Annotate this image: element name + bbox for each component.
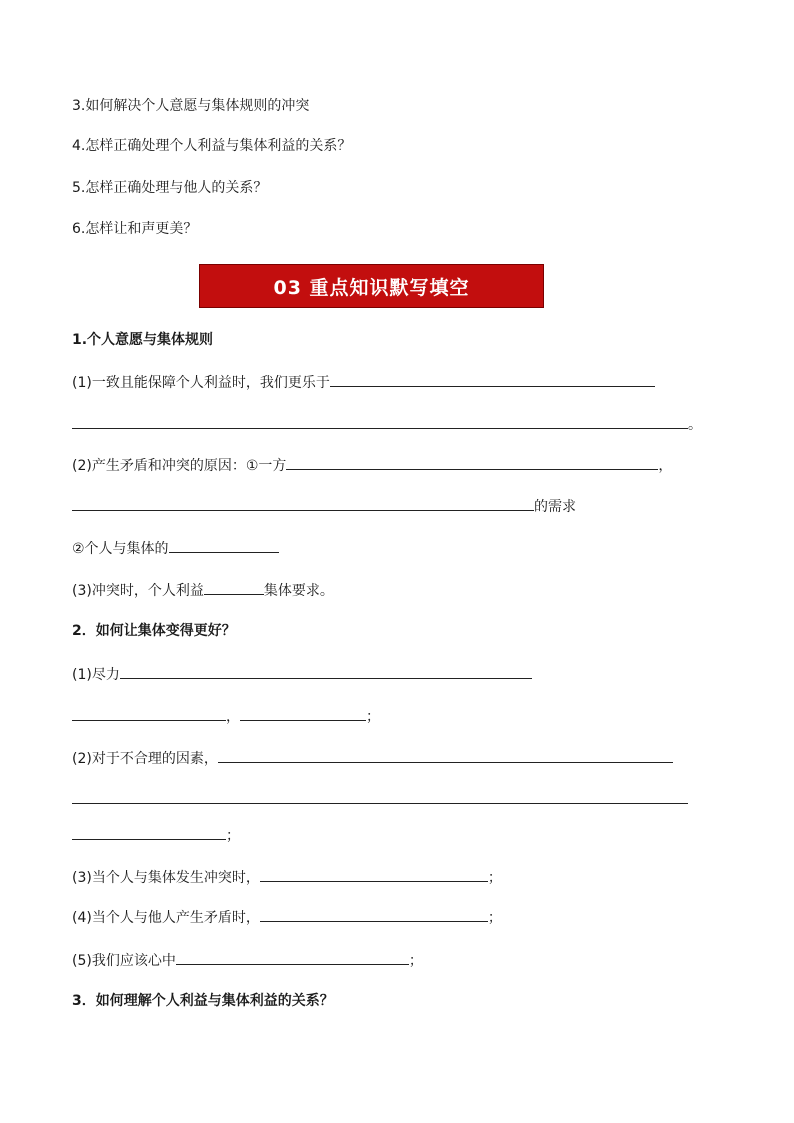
s1-line2	[72, 414, 702, 435]
s1-line5-text: ②个人与集体的	[72, 541, 169, 557]
s2-line5	[72, 825, 240, 846]
s2-line7	[72, 907, 502, 928]
blank[interactable]	[72, 414, 688, 429]
blank[interactable]	[260, 867, 488, 882]
blank[interactable]	[72, 825, 226, 840]
s2-line6	[72, 867, 502, 888]
blank[interactable]	[240, 706, 366, 721]
s2-line8	[72, 950, 423, 971]
blank[interactable]	[218, 748, 673, 763]
section1-heading: 1.个人意愿与集体规则	[72, 332, 214, 348]
s2-line1-text: (1)尽力	[72, 667, 120, 683]
section-banner	[199, 264, 544, 308]
s1-line4-end: 的需求	[534, 499, 576, 515]
s1-line3-end: ，	[658, 458, 673, 474]
s2-line4	[72, 789, 688, 810]
s2-line3-text: (2)对于不合理的因素，	[72, 751, 218, 767]
blank[interactable]	[72, 496, 534, 511]
blank[interactable]	[169, 538, 279, 553]
section2-heading: 2．如何让集体变得更好？	[72, 623, 236, 639]
blank[interactable]	[120, 664, 532, 679]
s1-line4	[72, 496, 576, 517]
s2-line7-text: (4)当个人与他人产生矛盾时，	[72, 910, 260, 926]
blank[interactable]	[176, 950, 409, 965]
s2-line5-semi: ；	[226, 828, 240, 844]
s2-line6-text: (3)当个人与集体发生冲突时，	[72, 870, 260, 886]
s1-line6-b: 集体要求。	[263, 583, 334, 599]
blank[interactable]	[72, 706, 226, 721]
s2-line3	[72, 748, 673, 769]
question-5: 5.怎样正确处理与他人的关系？	[72, 180, 268, 196]
s2-line6-semi: ；	[487, 870, 502, 886]
blank[interactable]	[204, 580, 264, 595]
s2-line2	[72, 706, 380, 727]
s1-line1	[72, 372, 655, 393]
s2-line8-semi: ；	[408, 953, 423, 969]
question-4: 4.怎样正确处理个人利益与集体利益的关系？	[72, 138, 352, 154]
banner-title: 03 重点知识默写填空	[273, 276, 470, 299]
section3-heading: 3．如何理解个人利益与集体利益的关系？	[72, 993, 334, 1009]
blank[interactable]	[260, 907, 488, 922]
s1-line3-text: (2)产生矛盾和冲突的原因：①一方	[72, 458, 287, 474]
s1-line6	[72, 580, 334, 601]
question-6: 6.怎样让和声更美？	[72, 221, 198, 237]
s1-line3	[72, 455, 672, 476]
s2-line1	[72, 664, 532, 685]
s2-line2-comma: ，	[226, 709, 240, 725]
s2-line7-semi: ；	[487, 910, 502, 926]
question-3: 3.如何解决个人意愿与集体规则的冲突	[72, 98, 310, 114]
s1-line1-text: (1)一致且能保障个人利益时，我们更乐于	[72, 375, 330, 391]
blank[interactable]	[72, 789, 688, 804]
s2-line8-text: (5)我们应该心中	[72, 953, 176, 969]
s1-line5	[72, 538, 279, 559]
s1-line2-end: 。	[688, 417, 702, 433]
blank[interactable]	[286, 455, 658, 470]
blank[interactable]	[330, 372, 655, 387]
s1-line6-a: (3)冲突时，个人利益	[72, 583, 204, 599]
s2-line2-semi: ；	[366, 709, 380, 725]
